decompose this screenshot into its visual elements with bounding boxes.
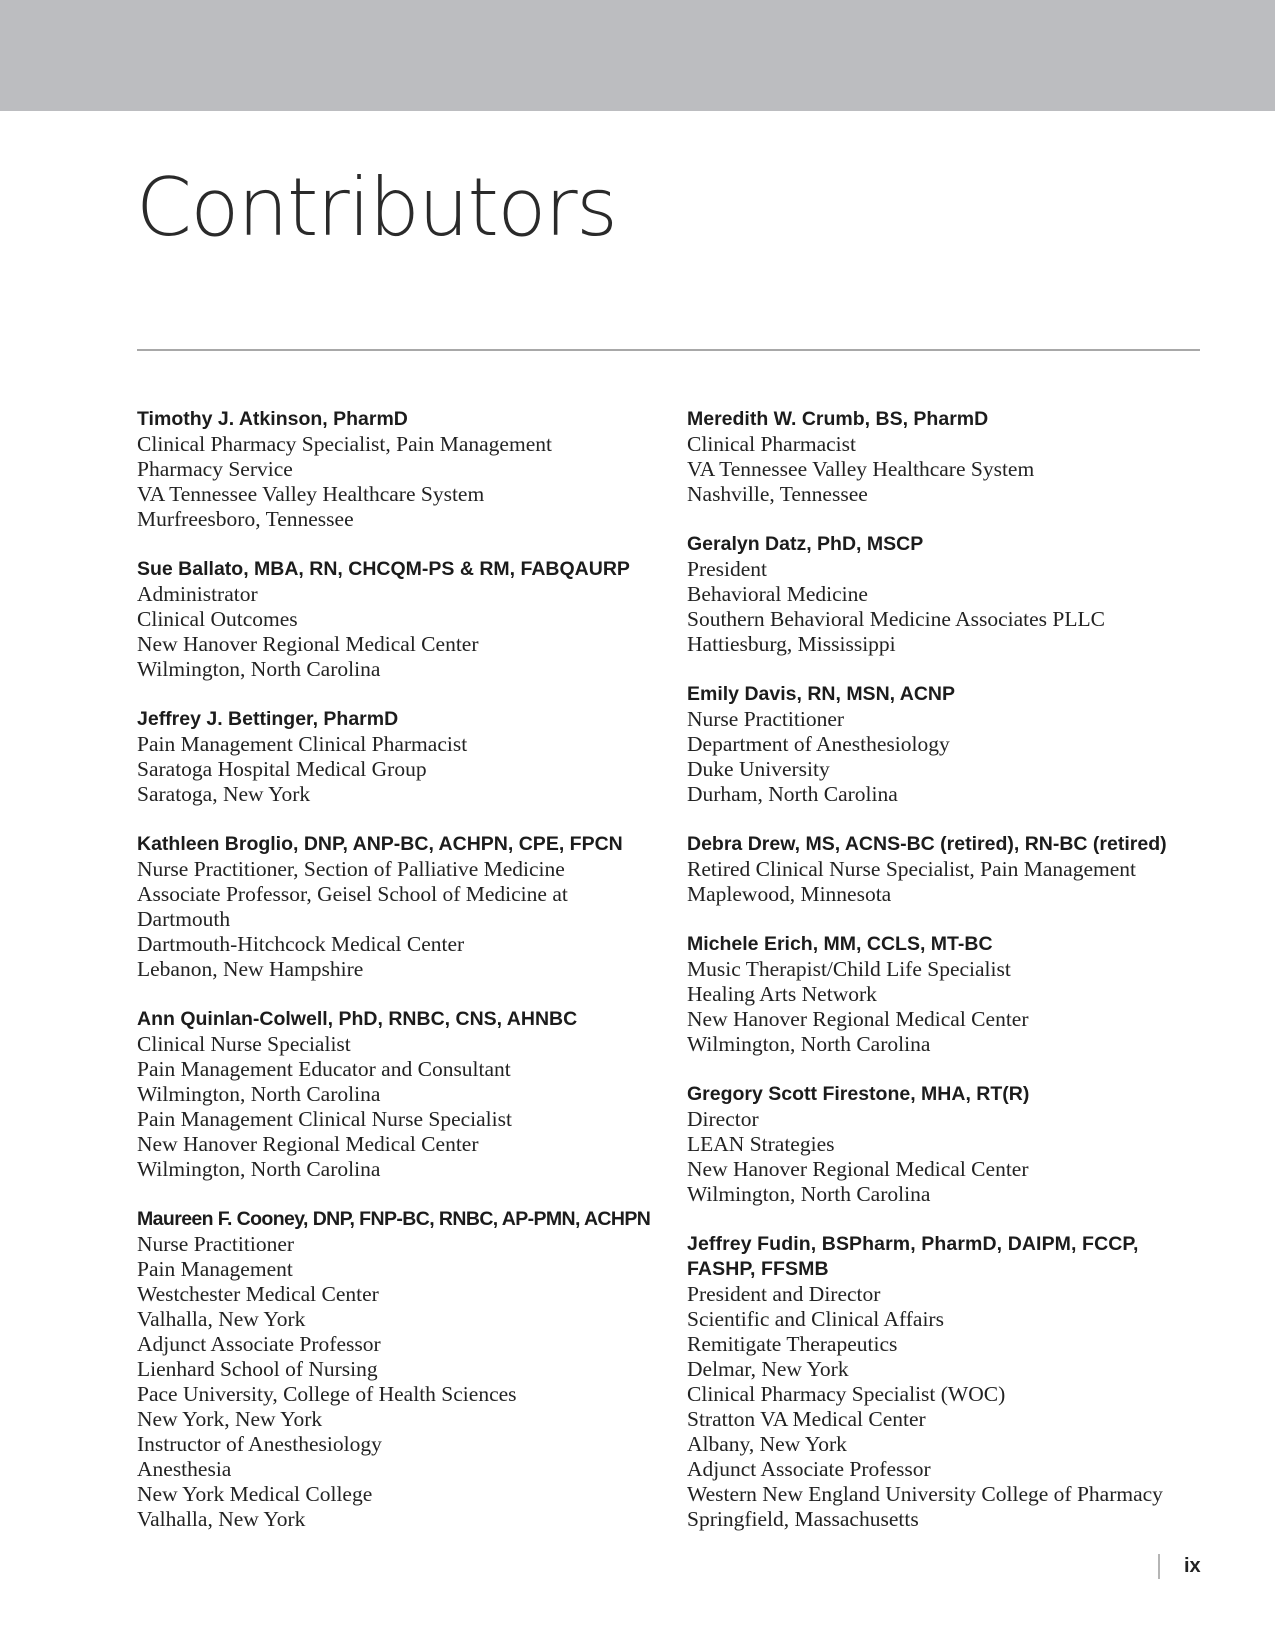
contributor-entry bbox=[137, 1007, 677, 1182]
contributor-affiliation: Durham, North Carolina bbox=[687, 782, 898, 806]
contributor-affiliation: Nurse Practitioner, Section of Palliative Medicine bbox=[137, 857, 565, 881]
contributor-name: Jeffrey J. Bettinger, PharmD bbox=[137, 708, 399, 730]
contributor-entry bbox=[137, 407, 677, 532]
contributor-affiliation: Saratoga, New York bbox=[137, 782, 311, 806]
contributor-entry bbox=[137, 557, 677, 682]
contributor-affiliation: VA Tennessee Valley Healthcare System bbox=[687, 457, 1035, 481]
contributor-entry bbox=[687, 407, 1202, 507]
contributor-affiliation: VA Tennessee Valley Healthcare System bbox=[137, 482, 485, 506]
contributor-affiliation: Retired Clinical Nurse Specialist, Pain Management bbox=[687, 857, 1137, 881]
contributor-entry bbox=[687, 532, 1202, 657]
contributor-affiliation: Pain Management Clinical Nurse Specialist bbox=[137, 1107, 512, 1131]
contributor-entry bbox=[687, 682, 1202, 807]
contributor-affiliation: Department of Anesthesiology bbox=[687, 732, 950, 756]
contributor-affiliation: Clinical Pharmacy Specialist, Pain Management bbox=[137, 432, 552, 456]
contributor-name: Debra Drew, MS, ACNS-BC (retired), RN-BC (retired) bbox=[687, 833, 1167, 855]
contributor-affiliation: Pain Management Educator and Consultant bbox=[137, 1057, 511, 1081]
contributor-affiliation: Lebanon, New Hampshire bbox=[137, 957, 364, 981]
contributor-name: Maureen F. Cooney, DNP, FNP-BC, RNBC, AP-PMN, ACHPN bbox=[137, 1208, 651, 1230]
contributors-left-column bbox=[137, 407, 677, 1557]
contributor-affiliation: Music Therapist/Child Life Specialist bbox=[687, 957, 1011, 981]
contributor-affiliation: LEAN Strategies bbox=[687, 1132, 835, 1156]
contributor-affiliation: Clinical Nurse Specialist bbox=[137, 1032, 351, 1056]
contributor-affiliation: Albany, New York bbox=[687, 1432, 847, 1456]
contributor-name: Michele Erich, MM, CCLS, MT-BC bbox=[687, 933, 993, 955]
contributor-affiliation: Director bbox=[687, 1107, 759, 1131]
contributor-affiliation: Dartmouth-Hitchcock Medical Center bbox=[137, 932, 465, 956]
contributor-affiliation: Nurse Practitioner bbox=[687, 707, 845, 731]
page-number: ix bbox=[1184, 1555, 1201, 1577]
contributor-name: Jeffrey Fudin, BSPharm, PharmD, DAIPM, FCCP, FASHP, FFSMB bbox=[687, 1233, 1139, 1280]
contributor-affiliation: Clinical Pharmacy Specialist (WOC) bbox=[687, 1382, 1006, 1406]
title-divider bbox=[137, 349, 1200, 351]
contributor-affiliation: New Hanover Regional Medical Center bbox=[137, 632, 479, 656]
contributor-name: Ann Quinlan-Colwell, PhD, RNBC, CNS, AHNBC bbox=[137, 1008, 578, 1030]
contributor-affiliation: President and Director bbox=[687, 1282, 881, 1306]
contributor-affiliation: Pharmacy Service bbox=[137, 457, 293, 481]
contributor-affiliation: Duke University bbox=[687, 757, 830, 781]
contributor-affiliation: New York Medical College bbox=[137, 1482, 373, 1506]
contributor-entry bbox=[137, 1207, 677, 1532]
contributor-name: Meredith W. Crumb, BS, PharmD bbox=[687, 408, 989, 430]
contributor-affiliation: Murfreesboro, Tennessee bbox=[137, 507, 354, 531]
contributor-affiliation: Remitigate Therapeutics bbox=[687, 1332, 898, 1356]
contributor-affiliation: Hattiesburg, Mississippi bbox=[687, 632, 896, 656]
contributor-affiliation: Wilmington, North Carolina bbox=[137, 1082, 381, 1106]
contributor-entry bbox=[687, 832, 1202, 907]
contributor-name: Sue Ballato, MBA, RN, CHCQM-PS & RM, FABQAURP bbox=[137, 558, 630, 580]
contributor-affiliation: Springfield, Massachusetts bbox=[687, 1507, 919, 1531]
contributor-affiliation: Pain Management bbox=[137, 1257, 293, 1281]
contributor-affiliation: Westchester Medical Center bbox=[137, 1282, 379, 1306]
contributor-affiliation: Valhalla, New York bbox=[137, 1307, 306, 1331]
contributor-affiliation: New York, New York bbox=[137, 1407, 323, 1431]
contributor-affiliation: President bbox=[687, 557, 768, 581]
contributor-affiliation: Adjunct Associate Professor bbox=[687, 1457, 931, 1481]
contributor-affiliation: Stratton VA Medical Center bbox=[687, 1407, 926, 1431]
contributor-affiliation: New Hanover Regional Medical Center bbox=[687, 1157, 1029, 1181]
folio-divider bbox=[1158, 1554, 1160, 1579]
contributor-entry bbox=[137, 707, 677, 807]
contributor-affiliation: New Hanover Regional Medical Center bbox=[687, 1007, 1029, 1031]
contributor-affiliation: Western New England University College of Pharmacy bbox=[687, 1482, 1163, 1506]
contributors-right-column bbox=[687, 407, 1202, 1557]
contributor-entry bbox=[137, 832, 677, 982]
contributor-name: Gregory Scott Firestone, MHA, RT(R) bbox=[687, 1083, 1030, 1105]
contributor-entry bbox=[687, 1082, 1202, 1207]
contributor-affiliation: Clinical Outcomes bbox=[137, 607, 298, 631]
contributor-affiliation: Saratoga Hospital Medical Group bbox=[137, 757, 427, 781]
contributor-affiliation: Wilmington, North Carolina bbox=[687, 1032, 931, 1056]
header-band bbox=[0, 0, 1275, 111]
contributor-affiliation: Nashville, Tennessee bbox=[687, 482, 868, 506]
contributor-entry bbox=[687, 1232, 1202, 1532]
contributor-affiliation: Scientific and Clinical Affairs bbox=[687, 1307, 944, 1331]
contributor-affiliation: Anesthesia bbox=[137, 1457, 232, 1481]
contributor-affiliation: Maplewood, Minnesota bbox=[687, 882, 892, 906]
contributor-affiliation: Healing Arts Network bbox=[687, 982, 877, 1006]
contributor-affiliation: Dartmouth bbox=[137, 907, 231, 931]
contributor-affiliation: Adjunct Associate Professor bbox=[137, 1332, 381, 1356]
contributor-affiliation: New Hanover Regional Medical Center bbox=[137, 1132, 479, 1156]
contributor-entry bbox=[687, 932, 1202, 1057]
contributor-affiliation: Administrator bbox=[137, 582, 258, 606]
contributor-affiliation: Pace University, College of Health Sciences bbox=[137, 1382, 517, 1406]
contributor-affiliation: Southern Behavioral Medicine Associates PLLC bbox=[687, 607, 1105, 631]
contributor-affiliation: Delmar, New York bbox=[687, 1357, 849, 1381]
contributor-affiliation: Associate Professor, Geisel School of Medicine at bbox=[137, 882, 568, 906]
contributor-affiliation: Wilmington, North Carolina bbox=[137, 1157, 381, 1181]
contributor-name: Emily Davis, RN, MSN, ACNP bbox=[687, 683, 956, 705]
contributor-affiliation: Clinical Pharmacist bbox=[687, 432, 856, 456]
contributor-affiliation: Behavioral Medicine bbox=[687, 582, 868, 606]
contributor-name: Geralyn Datz, PhD, MSCP bbox=[687, 533, 924, 555]
contributor-affiliation: Instructor of Anesthesiology bbox=[137, 1432, 382, 1456]
contributor-affiliation: Nurse Practitioner bbox=[137, 1232, 295, 1256]
contributor-name: Timothy J. Atkinson, PharmD bbox=[137, 408, 408, 430]
contributor-affiliation: Wilmington, North Carolina bbox=[687, 1182, 931, 1206]
page-title: Contributors bbox=[136, 161, 617, 254]
contributor-affiliation: Valhalla, New York bbox=[137, 1507, 306, 1531]
contributor-affiliation: Lienhard School of Nursing bbox=[137, 1357, 378, 1381]
contributor-name: Kathleen Broglio, DNP, ANP-BC, ACHPN, CPE, FPCN bbox=[137, 833, 623, 855]
contributor-affiliation: Pain Management Clinical Pharmacist bbox=[137, 732, 468, 756]
contributor-affiliation: Wilmington, North Carolina bbox=[137, 657, 381, 681]
